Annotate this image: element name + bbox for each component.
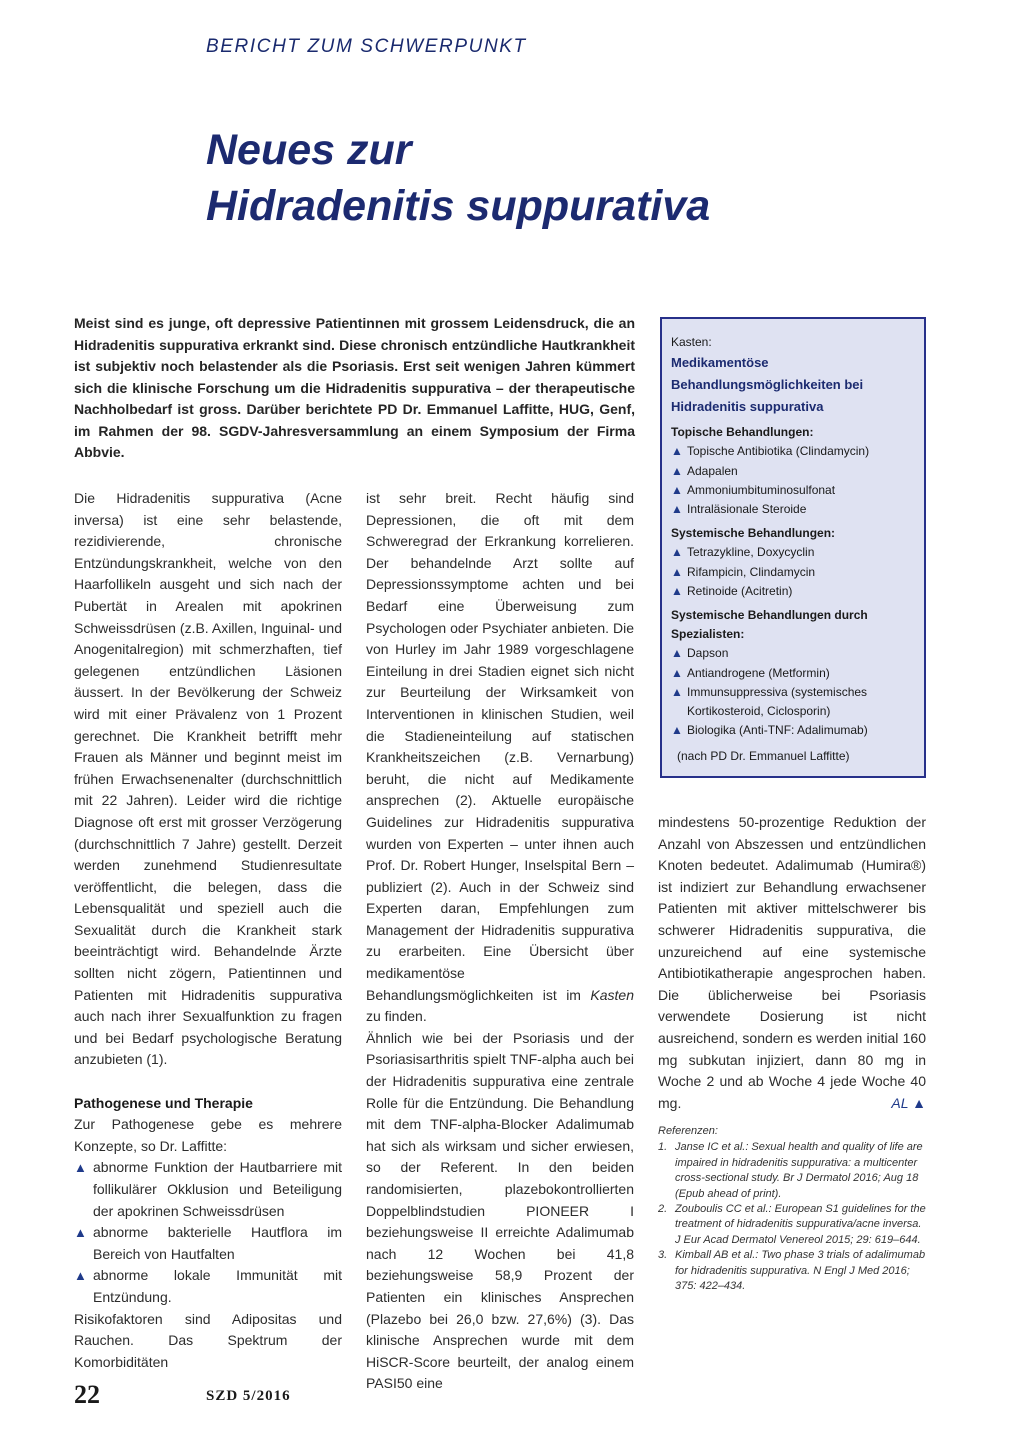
box-list-item bbox=[671, 582, 916, 601]
article-title bbox=[206, 122, 710, 234]
box-item-text: Dapson bbox=[687, 646, 729, 661]
box-item-text: Adapalen bbox=[687, 463, 738, 478]
signature-text: AL bbox=[891, 1094, 909, 1111]
body-paragraph: Zur Pathogenese gebe es mehrere Konzepte, so Dr. Laffitte: bbox=[74, 1116, 342, 1154]
triangle-bullet-icon: ▲ bbox=[671, 444, 683, 459]
title-line-2: Hidradenitis suppurativa bbox=[206, 182, 711, 230]
box-item-text: Intraläsionale Steroide bbox=[687, 502, 807, 517]
reference-text: Kimball AB et al.: Two phase 3 trials of adalimumab for hidradenitis suppurativa. N Engl J Med 2016; 375: 422–434. bbox=[675, 1249, 926, 1293]
triangle-end-icon: ▲ bbox=[912, 1094, 926, 1111]
box-label: Kasten: bbox=[671, 335, 712, 349]
title-line-1: Neues zur bbox=[206, 126, 412, 174]
info-box bbox=[660, 317, 926, 778]
reference-number: 3. bbox=[658, 1249, 668, 1262]
box-list-item bbox=[671, 664, 916, 683]
body-text: mindestens 50-prozentige Reduktion der Anzahl von Abszessen und entzündlichen Knoten bedeutet. Adalimumab (Humira®) ist indiziert zur Behandlung erwachsener Patienten mit aktiver mittelschwerer bis schwerer Hidradenitis suppurativa, die unzureichend auf eine systemische Antibiotikatherapie angesprochen haben. Die üblicherweise bei Psoriasis verwendete Dosierung ist nicht ausreichend, sondern es werden initial 160 mg subkutan injiziert, dann 80 mg in Woche 2 und ab Woche 4 jede Woche 40 mg. bbox=[658, 814, 926, 1111]
author-signature bbox=[891, 1093, 926, 1115]
list-item-text: abnorme Funktion der Hautbarriere mit follikulärer Okklusion und Beteiligung der apokrinen Schweissdrüsen bbox=[93, 1159, 342, 1219]
triangle-bullet-icon: ▲ bbox=[74, 1225, 87, 1241]
body-paragraph bbox=[366, 488, 634, 1028]
list-item bbox=[74, 1265, 342, 1308]
box-item-text: Topische Antibiotika (Clindamycin) bbox=[687, 444, 870, 459]
list-item bbox=[74, 1157, 342, 1222]
box-source-note: (nach PD Dr. Emmanuel Laffitte) bbox=[677, 749, 850, 764]
box-list-item bbox=[671, 462, 916, 481]
box-heading: Medikamentöse Behandlungsmöglichkeiten bei Hidradenitis suppurativa bbox=[671, 355, 864, 415]
page-number: 22 bbox=[74, 1380, 100, 1409]
references bbox=[658, 1124, 928, 1294]
body-text: zu finden. bbox=[366, 1008, 427, 1025]
triangle-bullet-icon: ▲ bbox=[671, 463, 683, 478]
list-item-text: abnorme bakterielle Hautflora im Bereich von Hautfalten bbox=[93, 1224, 342, 1262]
list-item bbox=[74, 1222, 342, 1265]
lead-paragraph: Meist sind es junge, oft depressive Patientinnen mit grossem Leidensdruck, die an Hidradenitis suppurativa erkrankt sind. Diese chronisch entzündliche Hautkrankheit ist subjektiv noch belastender als die Psoriasis. Erst seit wenigen Jahren kümmert sich die klinische Forschung um die Hidradenitis suppurativa – der therapeutische Nachholbedarf ist gross. Darüber berichtete PD Dr. Emmanuel Laffitte, HUG, Genf, im Rahmen der 98. SGDV-Jahresversammlung an einem Symposium der Firma Abbvie. bbox=[74, 315, 635, 460]
box-group-title: Systemische Behandlungen: bbox=[671, 526, 836, 541]
triangle-bullet-icon: ▲ bbox=[671, 564, 683, 579]
section-label: BERICHT ZUM SCHWERPUNKT bbox=[206, 36, 527, 57]
kasten-reference: Kasten bbox=[590, 986, 634, 1003]
box-item-text: Tetrazykline, Doxycyclin bbox=[687, 545, 815, 560]
column-2 bbox=[366, 488, 634, 1395]
box-list-item bbox=[671, 563, 916, 582]
box-list-item bbox=[671, 644, 916, 663]
body-paragraph bbox=[658, 812, 926, 1114]
triangle-bullet-icon: ▲ bbox=[671, 684, 683, 699]
triangle-bullet-icon: ▲ bbox=[671, 665, 683, 680]
box-item-text: Ammoniumbituminosulfonat bbox=[687, 482, 836, 497]
journal-issue: SZD 5/2016 bbox=[206, 1388, 291, 1404]
triangle-bullet-icon: ▲ bbox=[671, 646, 683, 661]
box-list-item bbox=[671, 442, 916, 461]
box-item-text: Biologika (Anti-TNF: Adalimumab) bbox=[687, 723, 868, 738]
box-item-text: Antiandrogene (Metformin) bbox=[687, 665, 830, 680]
box-list-item bbox=[671, 543, 916, 562]
box-item-text: Rifampicin, Clindamycin bbox=[687, 564, 816, 579]
body-paragraph: Die Hidradenitis suppurativa (Acne inversa) ist eine sehr belastende, rezidivierende, chronische Entzündungskrankheit, welche von den Haarfollikeln ausgeht und sich nach der Pubertät in Arealen mit apokrinen Schweissdrüsen (z.B. Axillen, Inguinal- und Anogenitalregion) mit schmerzhaften, tief gelegenen entzündlichen Läsionen äussert. In der Bevölkerung der Schweiz wird mit einer Prävalenz von 1 Prozent gerechnet. Die Krankheit betrifft mehr Frauen als Männer und beginnt meist im frühen Erwachsenenalter (durchschnittlich mit 22 Jahren). Leider wird die richtige Diagnose oft erst mit grosser Verzögerung (durchschnittlich 7 Jahre) gestellt. Derzeit werden zunehmend Studienresultate veröffentlicht, die belegen, dass die Lebensqualität und speziell auch die Sexualität durch die Krankheit stark beeinträchtigt wird. Behandelnde Ärzte sollten nicht zögern, Patientinnen und Patienten mit Hidradenitis suppurativa auch nach ihrer Sexualfunktion zu fragen und bei Bedarf psychologische Beratung anzubieten (1). bbox=[74, 490, 342, 1068]
box-list-item bbox=[671, 683, 916, 721]
column-3 bbox=[658, 812, 926, 1114]
box-group-title: Systemische Behandlungen durch Spezialisten: bbox=[671, 608, 868, 642]
triangle-bullet-icon: ▲ bbox=[671, 723, 683, 738]
column-1 bbox=[74, 488, 342, 1373]
subheading-pathogenese: Pathogenese und Therapie bbox=[74, 1094, 253, 1111]
triangle-bullet-icon: ▲ bbox=[671, 545, 683, 560]
triangle-bullet-icon: ▲ bbox=[74, 1160, 87, 1176]
box-item-text: Retinoide (Acitretin) bbox=[687, 583, 793, 598]
box-list-item bbox=[671, 500, 916, 519]
references-heading: Referenzen: bbox=[658, 1125, 718, 1137]
box-item-text: Immunsuppressiva (systemisches Kortikosteroid, Ciclosporin) bbox=[687, 684, 868, 719]
reference-text: Janse IC et al.: Sexual health and quality of life are impaired in hidradenitis suppurativa: a multicenter cross-sectional study. Br J Dermatol 2016; Aug 18 (Epub ahead of print). bbox=[675, 1141, 923, 1200]
box-group-title: Topische Behandlungen: bbox=[671, 425, 814, 440]
triangle-bullet-icon: ▲ bbox=[671, 482, 683, 497]
triangle-bullet-icon: ▲ bbox=[671, 502, 683, 517]
box-list-item bbox=[671, 481, 916, 500]
body-paragraph: Risikofaktoren sind Adipositas und Rauchen. Das Spektrum der Komorbiditäten bbox=[74, 1310, 342, 1370]
triangle-bullet-icon: ▲ bbox=[74, 1268, 87, 1284]
reference-item bbox=[658, 1248, 928, 1294]
reference-text: Zouboulis CC et al.: European S1 guidelines for the treatment of hidradenitis suppurativa/acne inversa. J Eur Acad Dermatol Venereol 2015; 29: 619–644. bbox=[675, 1203, 926, 1246]
reference-item bbox=[658, 1202, 928, 1248]
body-text: ist sehr breit. Recht häufig sind Depressionen, die oft mit dem Schweregrad der Erkrankung korrelieren. Der behandelnde Arzt sollte auf Depressionssymptome achten und bei Bedarf eine Überweisung zum Psychologen oder Psychiater anbieten. Die von Hurley im Jahr 1989 vorgeschlagene Einteilung in drei Stadien eignet sich nicht zur Beurteilung der Wirksamkeit von Interventionen in klinischen Studien, weil die Stadieneinteilung auf statischen Krankheitszeichen (z.B. Vernarbung) beruht, die nicht auf Medikamente ansprechen (2). Aktuelle europäische Guidelines zur Hidradenitis suppurativa wurden von Experten – unter ihnen auch Prof. Dr. Robert Hunger, Inselspital Bern – publiziert (2). Auch in der Schweiz sind Experten daran, Empfehlungen zum Management der Hidradenitis suppurativa zu erarbeiten. Eine Übersicht über medikamentöse Behandlungsmöglichkeiten ist im bbox=[366, 490, 634, 1003]
triangle-bullet-icon: ▲ bbox=[671, 583, 683, 598]
reference-number: 1. bbox=[658, 1141, 668, 1154]
reference-item bbox=[658, 1140, 928, 1202]
list-item-text: abnorme lokale Immunität mit Entzündung. bbox=[93, 1267, 342, 1305]
box-list-item bbox=[671, 721, 916, 740]
reference-number: 2. bbox=[658, 1203, 668, 1216]
body-paragraph: Ähnlich wie bei der Psoriasis und der Psoriasisarthritis spielt TNF-alpha auch bei der Hidradenitis suppurativa eine zentrale Rolle für die Entzündung. Die Behandlung mit dem TNF-alpha-Blocker Adalimumab hat sich als wirksam und sicher erwiesen, so der Referent. In den beiden randomisierten, plazebokontrollierten Doppelblindstudien PIONEER I beziehungsweise II erreichte Adalimumab nach 12 Wochen bei 41,8 beziehungsweise 58,9 Prozent der Patienten ein klinisches Ansprechen (Plazebo bei 26,0 bzw. 27,6%) (3). Das klinische Ansprechen wurde mit dem HiSCR-Score beurteilt, der analog einem PASI50 eine bbox=[366, 1029, 634, 1392]
